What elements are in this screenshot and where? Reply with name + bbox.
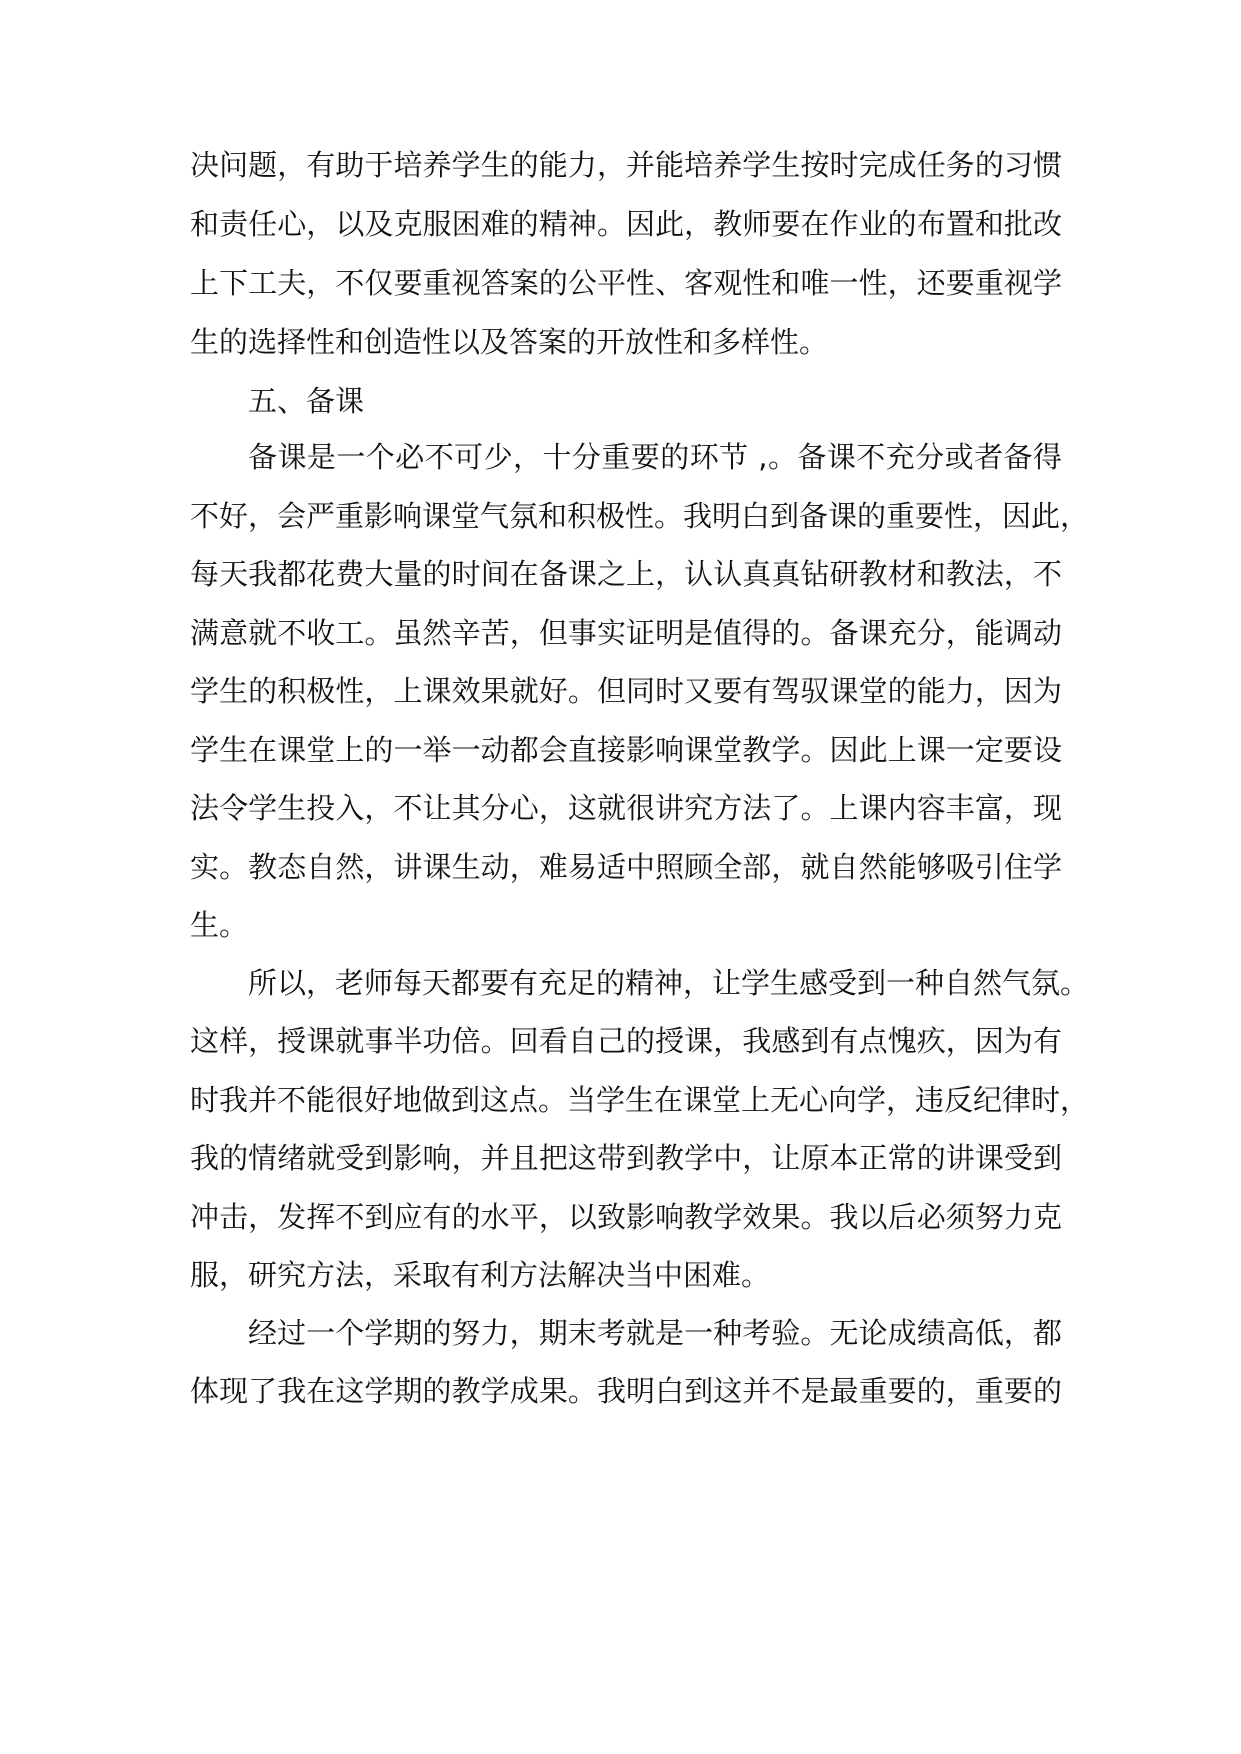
text-line: 实。教态自然，讲课生动，难易适中照顾全部，就自然能够吸引住学: [190, 850, 1062, 884]
text-line: 生的选择性和创造性以及答案的开放性和多样性。: [190, 325, 829, 359]
text-line: 备课是一个必不可少，十分重要的环节 ,。备课不充分或者备得: [248, 440, 1062, 474]
text-line: 学生的积极性，上课效果就好。但同时又要有驾驭课堂的能力，因为: [190, 674, 1062, 708]
text-line: 生。: [190, 908, 249, 942]
text-line: 上下工夫，不仅要重视答案的公平性、客观性和唯一性，还要重视学: [190, 266, 1062, 300]
text-line: 时我并不能很好地做到这点。当学生在课堂上无心向学，违反纪律时，: [190, 1083, 1090, 1117]
text-line: 学生在课堂上的一举一动都会直接影响课堂教学。因此上课一定要设: [190, 733, 1062, 767]
text-line: 法令学生投入，不让其分心，这就很讲究方法了。上课内容丰富，现: [190, 791, 1062, 825]
section-heading: 五、备课: [248, 384, 365, 418]
text-line: 体现了我在这学期的教学成果。我明白到这并不是最重要的，重要的: [190, 1374, 1062, 1408]
text-line: 所以，老师每天都要有充足的精神，让学生感受到一种自然气氛。: [248, 966, 1090, 1000]
text-line: 这样，授课就事半功倍。回看自己的授课，我感到有点愧疚，因为有: [190, 1024, 1062, 1058]
text-line: 和责任心，以及克服困难的精神。因此，教师要在作业的布置和批改: [190, 207, 1062, 241]
text-line: 我的情绪就受到影响，并且把这带到教学中，让原本正常的讲课受到: [190, 1141, 1062, 1175]
text-line: 满意就不收工。虽然辛苦，但事实证明是值得的。备课充分，能调动: [190, 616, 1062, 650]
text-line: 冲击，发挥不到应有的水平，以致影响教学效果。我以后必须努力克: [190, 1200, 1062, 1234]
text-line: 每天我都花费大量的时间在备课之上，认认真真钻研教材和教法，不: [190, 557, 1062, 591]
text-line: 不好，会严重影响课堂气氛和积极性。我明白到备课的重要性，因此，: [190, 499, 1090, 533]
text-line: 服，研究方法，采取有利方法解决当中困难。: [190, 1258, 771, 1292]
text-line: 经过一个学期的努力，期末考就是一种考验。无论成绩高低，都: [248, 1316, 1062, 1350]
text-line: 决问题，有助于培养学生的能力，并能培养学生按时完成任务的习惯: [190, 148, 1062, 182]
